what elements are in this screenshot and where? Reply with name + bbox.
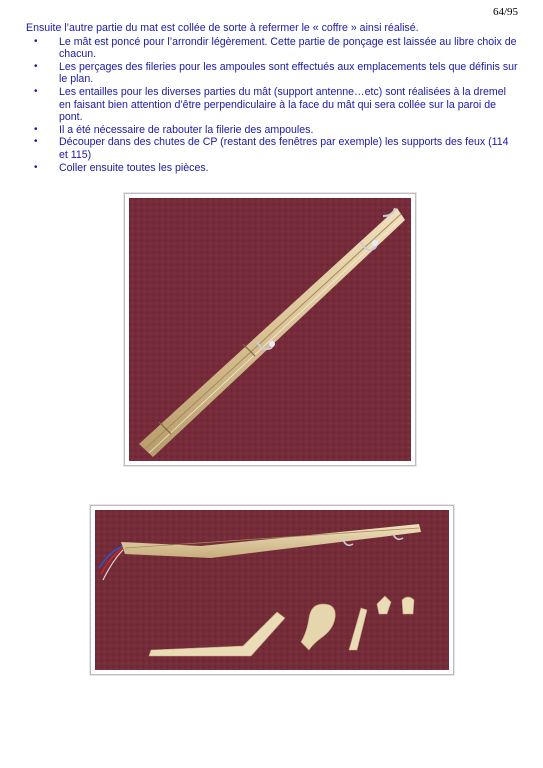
list-item bbox=[26, 86, 520, 124]
bullet-icon: • bbox=[34, 136, 38, 148]
mast-pieces-image bbox=[91, 506, 453, 674]
mast-closeup-image bbox=[125, 194, 415, 465]
list-item bbox=[26, 61, 520, 86]
list-item-text: Découper dans des chutes de CP (restant des fenêtres par exemple) les supports des feux (114 et 115) bbox=[59, 136, 509, 161]
document-body bbox=[26, 22, 520, 174]
list-item-text: Il a été nécessaire de rabouter la filerie des ampoules. bbox=[59, 123, 314, 136]
bullet-icon: • bbox=[34, 35, 38, 47]
photo-mast-closeup bbox=[124, 193, 416, 466]
bullet-icon: • bbox=[34, 85, 38, 97]
bullet-icon: • bbox=[34, 60, 38, 72]
list-item bbox=[26, 136, 520, 161]
list-item bbox=[26, 36, 520, 61]
bullet-icon: • bbox=[34, 161, 38, 173]
photo-mast-and-pieces bbox=[90, 505, 454, 675]
list-item bbox=[26, 124, 520, 137]
list-item-text: Les perçages des fileries pour les ampoules sont effectués aux emplacements tels que définis sur le plan. bbox=[59, 60, 518, 86]
list-item-text: Coller ensuite toutes les pièces. bbox=[59, 161, 209, 174]
instruction-list bbox=[26, 36, 520, 175]
list-item-text: Les entailles pour les diverses parties du mât (support antenne…etc) sont réalisées à la dremel en faisant bien attention d’être perpendiculaire à la face du mât qui sera collée sur la paroi de pont. bbox=[59, 85, 506, 124]
list-item-text: Le mât est poncé pour l’arrondir légèrement. Cette partie de ponçage est laissée au libre choix de chacun. bbox=[59, 35, 517, 61]
intro-paragraph: Ensuite l’autre partie du mat est collée de sorte à refermer le « coffre » ainsi réalisé. bbox=[26, 22, 419, 34]
list-item bbox=[26, 162, 520, 175]
page-number: 64/95 bbox=[492, 6, 518, 18]
bullet-icon: • bbox=[34, 123, 38, 135]
